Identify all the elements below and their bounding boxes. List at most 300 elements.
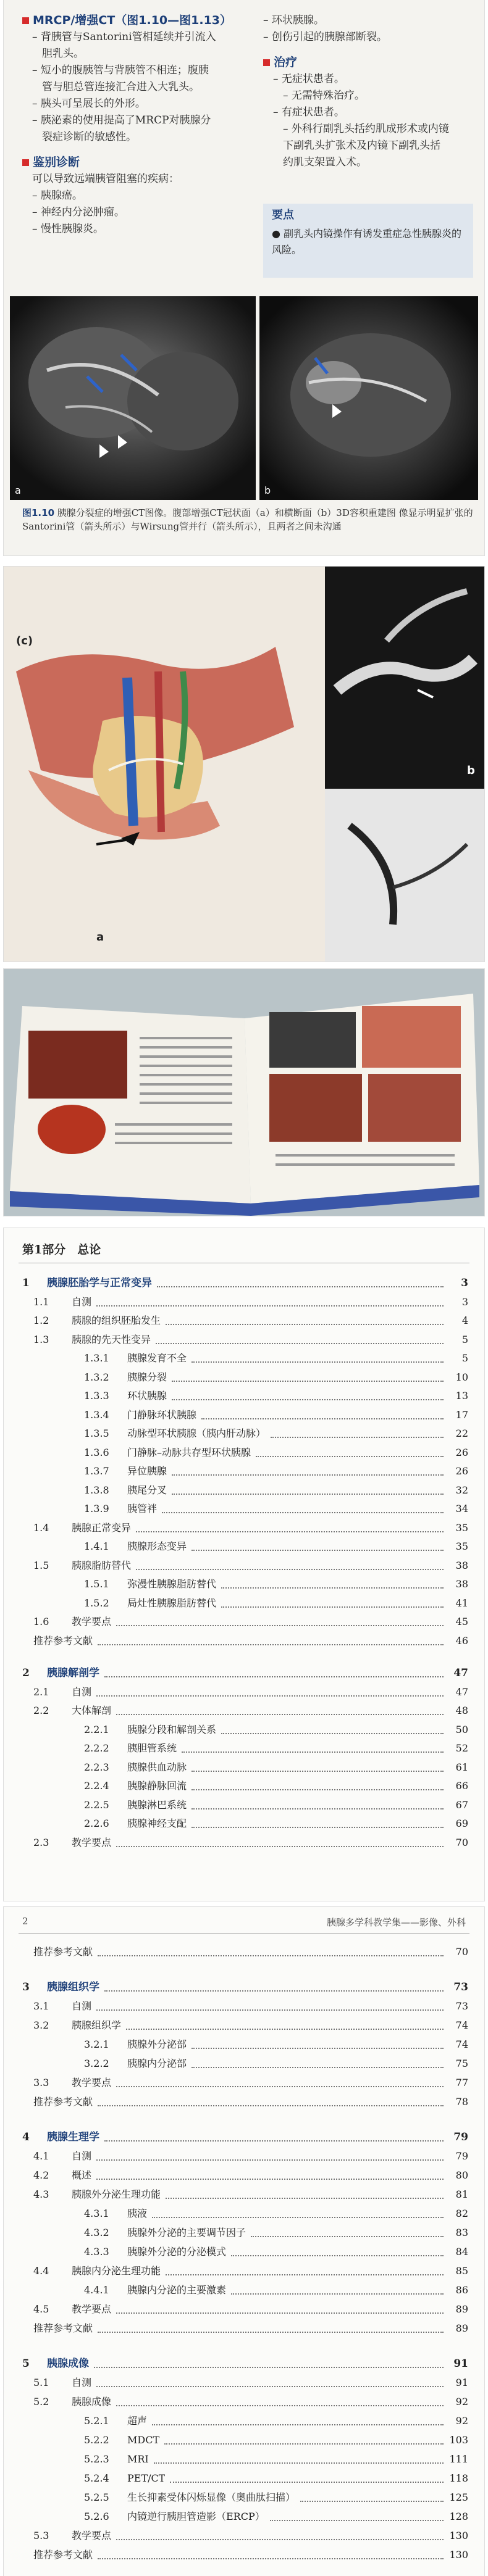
toc-row	[4, 2000, 484, 2013]
text-line: 约肌支架置入术。	[283, 156, 367, 168]
toc-title: MDCT	[127, 2434, 160, 2446]
dot-leader	[96, 2178, 444, 2180]
toc-title: 推荐参考文献	[33, 2322, 93, 2334]
toc-title: 自测	[72, 1685, 92, 1698]
ct-scan-graphic	[259, 296, 478, 500]
text-line: – 有症状患者。	[273, 106, 345, 118]
toc-number: 1.4	[33, 1521, 49, 1534]
figure-label-a: a	[96, 931, 104, 944]
toc-row	[4, 1761, 484, 1774]
toc-page-number: 78	[455, 2096, 468, 2108]
toc-row	[4, 2095, 484, 2109]
toc-row	[4, 2548, 484, 2562]
bullet-square-icon	[22, 17, 29, 24]
toc-row	[4, 2207, 484, 2221]
toc-number: 5.2.4	[84, 2472, 109, 2484]
toc-chapter-row	[4, 1980, 484, 1994]
text-line: – 外科行副乳头括约肌成形术或内镜	[283, 123, 449, 135]
open-book-photo	[4, 969, 484, 1216]
toc-title: 胰腺成像	[47, 2358, 89, 2370]
toc-row	[4, 1836, 484, 1850]
running-head: 胰腺多学科教学集——影像、外科	[326, 1917, 466, 1928]
toc-page-number: 91	[455, 2377, 468, 2388]
dot-leader	[98, 2104, 444, 2106]
toc-number: 2.2.2	[84, 1742, 109, 1754]
dot-leader	[270, 2519, 444, 2521]
toc-title: 胰腺成像	[72, 2396, 112, 2408]
caption-text-left: 胰腺分裂症的增强CT图像。腹部增强CT冠状面（a）和横断面（b）3D容积重建图	[57, 507, 396, 518]
textbook-page-photo-1	[4, 0, 484, 555]
toc-number: 3.2	[33, 2019, 49, 2031]
dot-leader	[166, 2197, 444, 2199]
toc-page-number: 38	[455, 1578, 468, 1590]
dot-leader	[104, 1676, 444, 1677]
toc-page-number: 89	[455, 2303, 468, 2315]
toc-row	[4, 2019, 484, 2032]
toc-number: 1.3.7	[84, 1465, 109, 1477]
toc-title: 生长抑素受体闪烁显像（奥曲肽扫描）	[127, 2491, 296, 2503]
toc-page-2	[4, 1907, 484, 2576]
toc-number: 1.3.3	[84, 1390, 109, 1402]
toc-title: 教学要点	[72, 1836, 112, 1848]
dot-leader	[157, 1286, 444, 1287]
dot-leader	[191, 2066, 444, 2068]
toc-title: 推荐参考文献	[33, 2096, 93, 2108]
toc-row	[4, 1371, 484, 1384]
toc-row	[4, 2395, 484, 2409]
toc-number: 2.2.5	[84, 1798, 109, 1811]
toc-number: 5.2	[33, 2396, 49, 2408]
toc-page-number: 89	[455, 2322, 468, 2334]
toc-title: 概述	[72, 2169, 92, 2181]
pancreas-illustration	[4, 567, 325, 962]
toc-title: 教学要点	[72, 2530, 112, 2541]
toc-title: 环状胰腺	[127, 1390, 167, 1402]
text-line: – 神经内分泌肿瘤。	[32, 206, 125, 218]
anatomy-illustration-photo	[4, 567, 484, 962]
toc-page-number: 75	[455, 2058, 468, 2069]
dot-leader	[156, 1342, 444, 1344]
toc-page-number: 82	[455, 2208, 468, 2219]
toc-number: 1.3.1	[84, 1352, 109, 1364]
section-heading-mrcp: MRCP/增强CT（图1.10—图1.13）	[22, 12, 245, 29]
toc-title: 胰胆管系统	[127, 1742, 177, 1754]
toc-row	[4, 1779, 484, 1793]
toc-row	[4, 2188, 484, 2201]
dot-leader	[172, 1398, 444, 1400]
text-line: – 胰腺癌。	[32, 189, 83, 202]
dot-leader	[172, 1474, 444, 1476]
toc-number: 2.1	[33, 1685, 49, 1698]
mrcp-image-b	[325, 567, 484, 789]
dot-leader	[201, 1418, 444, 1419]
toc-number: 2.2.3	[84, 1761, 109, 1773]
toc-page-number: 13	[455, 1390, 468, 1402]
dot-leader	[116, 1845, 444, 1847]
toc-number: 2.2.4	[84, 1780, 109, 1792]
toc-page-number: 92	[455, 2396, 468, 2408]
dot-leader	[231, 2254, 444, 2256]
toc-row	[4, 1597, 484, 1610]
toc-page-number: 125	[449, 2491, 468, 2503]
toc-page-number: 85	[455, 2265, 468, 2277]
toc-number: 1.5	[33, 1559, 49, 1571]
toc-row	[4, 1352, 484, 1365]
dot-leader	[154, 2462, 444, 2464]
toc-page-number: 79	[453, 2131, 468, 2143]
dot-leader	[182, 1751, 444, 1753]
toc-number: 3.3	[33, 2077, 49, 2088]
open-book-graphic	[4, 969, 484, 1216]
toc-row	[4, 1446, 484, 1460]
toc-number: 4.1	[33, 2150, 49, 2162]
toc-row	[4, 1685, 484, 1699]
toc-row	[4, 2491, 484, 2504]
toc-page-number: 26	[455, 1465, 468, 1477]
dot-leader	[116, 2404, 444, 2406]
toc-page-number: 92	[455, 2415, 468, 2427]
dot-leader	[221, 1587, 444, 1589]
toc-row	[4, 1484, 484, 1497]
toc-page-number: 118	[449, 2472, 468, 2484]
toc-row	[4, 2057, 484, 2071]
toc-page-number: 3	[461, 1295, 468, 1308]
toc-title: 胰腺解剖学	[47, 1667, 99, 1679]
toc-title: 胰腺淋巴系统	[127, 1798, 187, 1811]
ct-image-coronal	[10, 296, 256, 500]
dot-leader	[191, 1361, 444, 1363]
toc-row	[4, 1540, 484, 1553]
toc-number: 1.3.4	[84, 1408, 109, 1421]
dot-leader	[152, 2216, 444, 2218]
dot-leader	[191, 2047, 444, 2049]
toc-title: 胰腺生理学	[47, 2131, 99, 2143]
toc-page-number: 73	[453, 1981, 468, 1993]
toc-title: 推荐参考文献	[33, 1634, 93, 1647]
bullet-square-icon	[263, 59, 270, 66]
toc-number: 1.3.9	[84, 1503, 109, 1514]
toc-title: 胰腺内分泌的主要激素	[127, 2284, 227, 2296]
dot-leader	[96, 2159, 444, 2161]
toc-number: 4.4	[33, 2265, 49, 2277]
toc-page-number: 50	[455, 1723, 468, 1735]
toc-page-number: 73	[455, 2000, 468, 2012]
dot-leader	[256, 1455, 444, 1457]
dot-leader	[191, 1549, 444, 1551]
toc-page-number: 48	[455, 1705, 468, 1716]
section-heading-treatment: 治疗	[263, 54, 473, 71]
toc-page-number: 47	[455, 1685, 468, 1698]
toc-page-number: 10	[455, 1371, 468, 1383]
toc-row	[4, 1502, 484, 1516]
text-line: – 无症状患者。	[273, 73, 345, 85]
dot-leader	[221, 1606, 444, 1608]
toc-title: 胰腺的组织胚胎发生	[72, 1315, 161, 1326]
toc-page-number: 86	[455, 2284, 468, 2296]
toc-page-number: 22	[455, 1427, 468, 1439]
dot-leader	[136, 1568, 444, 1570]
toc-title: 自测	[72, 1295, 92, 1308]
text-line: 可以导致远端胰管阻塞的疾病：	[32, 173, 179, 185]
toc-row	[4, 2510, 484, 2524]
toc-row	[4, 1559, 484, 1573]
text-line: 胆乳头。	[42, 48, 84, 60]
toc-chapter-row	[4, 1666, 484, 1680]
image-label-b: b	[264, 484, 271, 496]
toc-number: 5.2.3	[84, 2453, 109, 2465]
toc-row	[4, 1465, 484, 1478]
toc-title: 胰液	[127, 2208, 148, 2219]
toc-number: 2.3	[33, 1836, 49, 1848]
toc-title: 胰腺内分泌生理功能	[72, 2265, 161, 2277]
text-line: – 胰泌素的使用提高了MRCP对胰腺分	[32, 114, 211, 127]
toc-number: 1.6	[33, 1616, 49, 1627]
toc-title: 教学要点	[72, 2077, 112, 2088]
toc-number: 3.1	[33, 2000, 49, 2012]
dot-leader	[162, 1511, 444, 1513]
dot-leader	[136, 1531, 444, 1532]
dot-leader	[98, 1643, 444, 1645]
toc-page-number: 35	[455, 1540, 468, 1552]
toc-page-number: 17	[455, 1408, 468, 1421]
toc-number: 4.3	[33, 2188, 49, 2200]
toc-number: 1.3.6	[84, 1446, 109, 1458]
toc-row	[4, 1723, 484, 1737]
toc-chapter-row	[4, 2357, 484, 2370]
toc-row	[4, 2453, 484, 2466]
dot-leader	[166, 2274, 444, 2275]
toc-title: 胰尾分叉	[127, 1484, 167, 1496]
text-line: – 背胰管与Santorini管相延续并引流入	[32, 31, 216, 43]
page-number: 2	[22, 1916, 28, 1927]
toc-page-number: 5	[461, 1333, 468, 1345]
toc-number: 1.3	[33, 1333, 49, 1345]
toc-title: 胰腺的先天性变异	[72, 1333, 151, 1345]
toc-title: 胰腺神经支配	[127, 1818, 187, 1829]
toc-page-number: 103	[449, 2434, 468, 2446]
dot-leader	[170, 2481, 444, 2483]
toc-row	[4, 2226, 484, 2240]
text-line: 管与胆总管连接汇合进入大乳头。	[42, 81, 200, 93]
toc-page-1	[4, 1228, 484, 1901]
toc-row	[4, 2472, 484, 2485]
keypoint-text: ● 副乳头内镜操作有诱发重症急性胰腺炎的风险。	[272, 228, 462, 256]
toc-title: MRI	[127, 2453, 149, 2465]
text-line: 下副乳头扩张术及内镜下副乳头括	[283, 139, 440, 152]
toc-title: 自测	[72, 2000, 92, 2012]
dot-leader	[98, 1955, 444, 1956]
dot-leader	[98, 2331, 444, 2333]
toc-title: 胰腺供血动脉	[127, 1761, 187, 1773]
bullet-square-icon	[22, 159, 29, 166]
toc-number: 4	[22, 2131, 30, 2143]
toc-number: 1.3.8	[84, 1484, 109, 1496]
toc-title: 胰腺形态变异	[127, 1540, 187, 1552]
toc-number: 1.4.1	[84, 1540, 109, 1552]
dot-leader	[152, 2424, 444, 2425]
toc-title: 超声	[127, 2415, 148, 2427]
toc-number: 2.2.6	[84, 1818, 109, 1829]
toc-row	[4, 2264, 484, 2278]
toc-title: 胰腺外分泌部	[127, 2038, 187, 2050]
toc-title: 自测	[72, 2150, 92, 2162]
dot-leader	[172, 1493, 444, 1495]
toc-row	[4, 2433, 484, 2447]
caption-label: 图1.10	[22, 507, 55, 518]
dot-leader	[116, 1713, 444, 1715]
toc-page-number: 46	[455, 1634, 468, 1647]
toc-title: 弥漫性胰腺脂肪替代	[127, 1578, 217, 1590]
dot-leader	[191, 1826, 444, 1828]
toc-number: 1.2	[33, 1315, 49, 1326]
keypoint-box	[263, 204, 473, 278]
toc-number: 5.2.1	[84, 2415, 109, 2427]
toc-row	[4, 2376, 484, 2390]
toc-page-number: 34	[455, 1503, 468, 1514]
dot-leader	[191, 1789, 444, 1790]
ercp-image	[325, 789, 484, 962]
right-column	[263, 12, 473, 171]
toc-page-number: 130	[449, 2530, 468, 2541]
toc-title: 异位胰腺	[127, 1465, 167, 1477]
toc-row	[4, 1798, 484, 1812]
dot-leader	[251, 2235, 444, 2237]
toc-number: 3	[22, 1981, 30, 1993]
ct-image-axial	[259, 296, 478, 500]
toc-title: 胰腺胚胎学与正常变异	[47, 1277, 152, 1289]
toc-page-number: 32	[455, 1484, 468, 1496]
image-label-a: a	[15, 484, 21, 496]
toc-number: 3.2.1	[84, 2038, 109, 2050]
toc-chapter-row	[4, 1276, 484, 1290]
toc-number: 4.3.2	[84, 2227, 109, 2238]
text-line: – 创伤引起的胰腺部断裂。	[263, 31, 387, 43]
text-line: 裂症诊断的敏感性。	[42, 131, 137, 143]
toc-page-number: 38	[455, 1559, 468, 1571]
toc-page-number: 70	[455, 1836, 468, 1848]
toc-title: 胰腺外分泌的分泌模式	[127, 2246, 227, 2258]
toc-number: 2.2	[33, 1705, 49, 1716]
toc-row	[4, 1704, 484, 1718]
toc-title: 门静脉环状胰腺	[127, 1408, 197, 1421]
toc-page-number: 74	[455, 2019, 468, 2031]
toc-title: PET/CT	[127, 2472, 166, 2484]
toc-number: 4.4.1	[84, 2284, 109, 2296]
anatomy-drawing	[4, 567, 325, 962]
toc-title: 教学要点	[72, 1616, 112, 1627]
toc-row	[4, 1295, 484, 1309]
toc-page-number: 67	[455, 1798, 468, 1811]
part-title: 第1部分 总论	[22, 1243, 101, 1257]
toc-number: 5.2.5	[84, 2491, 109, 2503]
toc-row	[4, 1634, 484, 1648]
toc-title: 动脉型环状胰腺（胰内肝动脉）	[127, 1427, 266, 1439]
toc-page-number: 74	[455, 2038, 468, 2050]
toc-page-number: 69	[455, 1818, 468, 1829]
toc-page-number: 3	[461, 1277, 468, 1289]
dot-leader	[116, 2085, 444, 2087]
toc-title: 胰腺分段和解剖关系	[127, 1723, 217, 1735]
toc-number: 5.3	[33, 2530, 49, 2541]
dot-leader	[98, 2557, 444, 2559]
toc-page-number: 128	[449, 2511, 468, 2522]
text-line: – 环状胰腺。	[263, 14, 324, 27]
toc-page-number: 83	[455, 2227, 468, 2238]
dot-leader	[191, 1808, 444, 1809]
toc-title: 教学要点	[72, 2303, 112, 2315]
toc-page-number: 61	[455, 1761, 468, 1773]
toc-row	[4, 2038, 484, 2051]
dot-leader	[231, 2293, 444, 2295]
toc-number: 5.1	[33, 2377, 49, 2388]
toc-title: 胰管袢	[127, 1503, 158, 1514]
dot-leader	[300, 2500, 444, 2502]
toc-page-number: 41	[455, 1597, 468, 1609]
toc-page-number: 70	[455, 1946, 468, 1958]
toc-page-number: 4	[461, 1315, 468, 1326]
toc-number: 4.5	[33, 2303, 49, 2315]
toc-page-number: 81	[455, 2188, 468, 2200]
toc-row	[4, 2283, 484, 2297]
toc-number: 2	[22, 1667, 30, 1679]
toc-page-number: 84	[455, 2246, 468, 2258]
toc-row	[4, 1408, 484, 1422]
dot-leader	[96, 2009, 444, 2011]
text-line: – 无需特殊治疗。	[283, 89, 365, 102]
toc-title: 胰腺外分泌的主要调节因子	[127, 2227, 246, 2238]
toc-number: 4.3.3	[84, 2246, 109, 2258]
section-heading-differential: 鉴别诊断	[22, 154, 245, 171]
dot-leader	[104, 2140, 444, 2142]
toc-row	[4, 2169, 484, 2182]
toc-row	[4, 1817, 484, 1830]
divider	[19, 1933, 469, 1934]
ct-scan-graphic	[10, 296, 256, 500]
toc-page-number: 130	[449, 2549, 468, 2561]
toc-page-number: 52	[455, 1742, 468, 1754]
toc-row	[4, 1521, 484, 1535]
toc-title: 胰腺组织学	[72, 2019, 122, 2031]
toc-page-number: 79	[455, 2150, 468, 2162]
dot-leader	[116, 1624, 444, 1626]
toc-title: 推荐参考文献	[33, 2549, 93, 2561]
dot-leader	[172, 1380, 444, 1382]
toc-page-number: 35	[455, 1521, 468, 1534]
toc-row	[4, 2303, 484, 2316]
toc-number: 5	[22, 2358, 30, 2370]
toc-row	[4, 1333, 484, 1347]
text-line: – 短小的腹胰管与背胰管不相连；腹胰	[32, 64, 209, 77]
keypoint-title: 要点	[272, 209, 294, 222]
toc-title: 内镜逆行胰胆管造影（ERCP）	[127, 2511, 265, 2522]
toc-title: 胰腺静脉回流	[127, 1780, 187, 1792]
dot-leader	[126, 2028, 444, 2030]
dot-leader	[96, 1305, 444, 1307]
dot-leader	[94, 2366, 444, 2368]
dot-leader	[271, 1436, 444, 1438]
toc-title: 门静脉–动脉共存型环状胰腺	[127, 1446, 251, 1458]
toc-row	[4, 2245, 484, 2259]
toc-title: 胰腺脂肪替代	[72, 1559, 132, 1571]
text-line: – 胰头可呈展长的外形。	[32, 98, 146, 110]
toc-row	[4, 2322, 484, 2335]
ercp-graphic	[325, 789, 484, 962]
mrcp-graphic	[325, 567, 484, 789]
toc-number: 5.2.2	[84, 2434, 109, 2446]
toc-title: 局灶性胰腺脂肪替代	[127, 1597, 217, 1609]
toc-number: 1.5.2	[84, 1597, 109, 1609]
toc-page-number: 26	[455, 1446, 468, 1458]
